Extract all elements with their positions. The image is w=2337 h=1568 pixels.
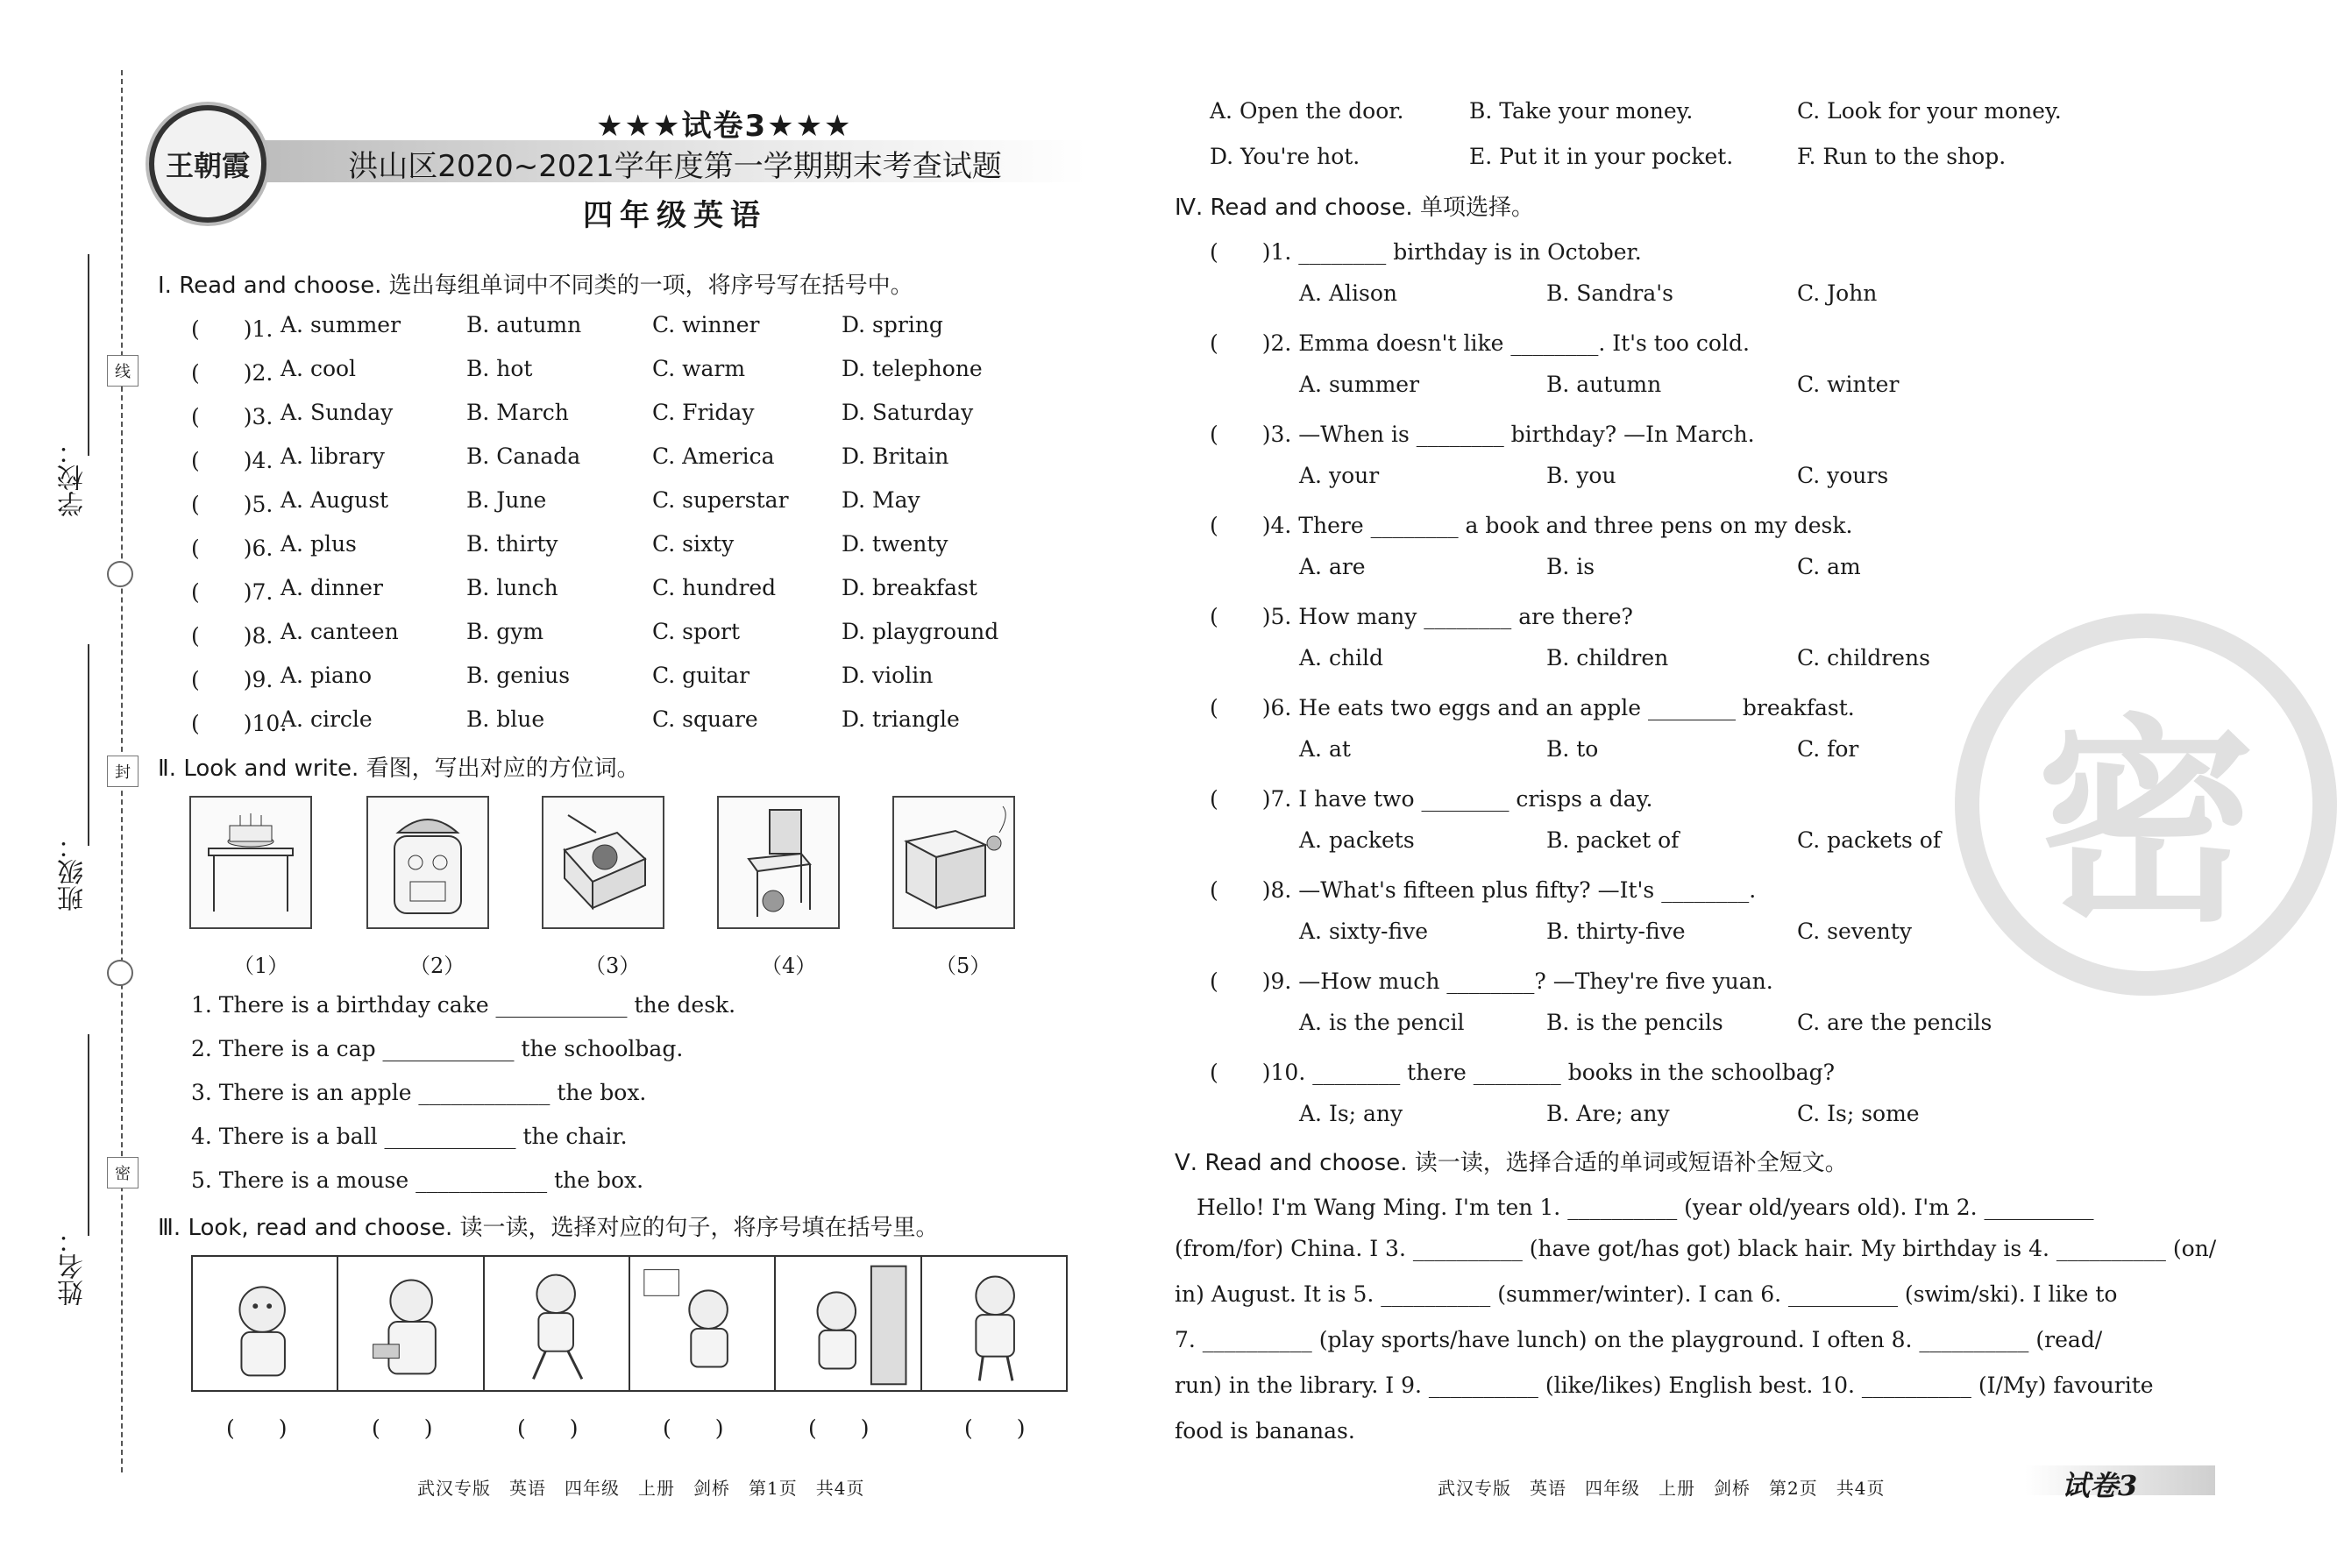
option-d: D. spring	[842, 312, 943, 337]
option-a: A. piano	[281, 663, 373, 688]
mc-option-a: A. summer	[1299, 372, 1420, 397]
option-b: B. Take your money.	[1469, 98, 1694, 124]
option-c: C. sport	[652, 619, 741, 644]
picture-apple-in-box	[542, 796, 664, 929]
mc-option-c: C. for	[1797, 736, 1859, 762]
mc-option-b: B. to	[1546, 736, 1599, 762]
option-a: A. canteen	[281, 619, 399, 644]
footer-right: 武汉专版 英语 四年级 上册 剑桥 第2页 共4页	[1438, 1478, 1886, 1499]
picture-cake-on-desk	[189, 796, 312, 929]
picture-label: （5）	[935, 954, 991, 978]
mc-option-c: C. am	[1797, 554, 1861, 579]
question-number[interactable]: ( )1.	[191, 316, 273, 342]
school-field-line	[88, 254, 89, 456]
picture-strip	[191, 1255, 1068, 1392]
footer-exam-code: 试卷3	[2062, 1469, 2138, 1502]
option-d: D. You're hot.	[1210, 144, 1360, 169]
option-c: C. superstar	[652, 487, 789, 513]
option-d: D. Saturday	[842, 400, 974, 425]
picture-label: （1）	[233, 954, 289, 978]
answer-bracket[interactable]: ( )	[372, 1415, 433, 1441]
passage-line: run) in the library. I 9. __________ (like/likes) English best. 10. __________ (I/My) favourite	[1175, 1373, 2154, 1398]
section5-heading: Ⅴ. Read and choose. 读一读，选择合适的单词或短语补全短文。	[1175, 1150, 1848, 1176]
picture-label: （4）	[761, 954, 817, 978]
mc-question[interactable]: ( )2. Emma doesn't like ________. It's too cold.	[1210, 330, 1750, 356]
option-b: B. thirty	[466, 531, 558, 557]
mc-option-b: B. is the pencils	[1546, 1010, 1723, 1035]
section4-heading: Ⅳ. Read and choose. 单项选择。	[1175, 195, 1534, 221]
mc-option-a: A. Alison	[1299, 280, 1397, 306]
picture-ball-under-chair	[717, 796, 840, 929]
option-c: C. sixty	[652, 531, 735, 557]
option-a: A. plus	[281, 531, 357, 557]
name-field-line	[88, 1034, 89, 1236]
option-c: C. Friday	[652, 400, 755, 425]
section2-heading: Ⅱ. Look and write. 看图，写出对应的方位词。	[158, 756, 640, 782]
option-a: A. dinner	[281, 575, 383, 600]
answer-bracket[interactable]: ( )	[663, 1415, 724, 1441]
exam-title: 洪山区2020~2021学年度第一学期期末考查试题	[348, 149, 1002, 184]
answer-bracket[interactable]: ( )	[808, 1415, 870, 1441]
option-d: D. violin	[842, 663, 934, 688]
picture-mouse-behind-box	[892, 796, 1015, 929]
binding-mark-seal: 封	[107, 756, 139, 787]
question-number[interactable]: ( )5.	[191, 492, 273, 517]
mc-option-a: A. packets	[1299, 827, 1415, 853]
strip-frame-tiger-pocket	[338, 1257, 484, 1390]
question-number[interactable]: ( )3.	[191, 404, 273, 429]
exam-subtitle: 四年级英语	[583, 198, 767, 233]
mc-question[interactable]: ( )6. He eats two eggs and an apple ________ breakfast.	[1210, 695, 1855, 720]
confidential-seal-watermark: 密	[1955, 614, 2337, 996]
class-label: 班级：	[58, 833, 89, 912]
option-c: C. warm	[652, 356, 746, 381]
mc-question[interactable]: ( )7. I have two ________ crisps a day.	[1210, 786, 1653, 812]
option-d: D. twenty	[842, 531, 948, 557]
passage-line: Hello! I'm Wang Ming. I'm ten 1. __________ (year old/years old). I'm 2. __________	[1175, 1195, 2094, 1220]
question-number[interactable]: ( )10.	[191, 711, 288, 736]
picture-label: （3）	[585, 954, 641, 978]
mc-option-a: A. your	[1299, 463, 1380, 488]
question-number[interactable]: ( )2.	[191, 360, 273, 386]
option-c: C. hundred	[652, 575, 777, 600]
fill-sentence: 5. There is a mouse ____________ the box.	[191, 1167, 644, 1193]
fill-sentence: 3. There is an apple ____________ the box.	[191, 1080, 647, 1105]
mc-question[interactable]: ( )10. ________ there ________ books in the schoolbag?	[1210, 1060, 1836, 1085]
option-b: B. June	[466, 487, 547, 513]
option-d: D. breakfast	[842, 575, 977, 600]
mc-option-c: C. childrens	[1797, 645, 1930, 670]
mc-option-a: A. are	[1299, 554, 1366, 579]
option-d: D. playground	[842, 619, 999, 644]
mc-question[interactable]: ( )4. There ________ a book and three pens on my desk.	[1210, 513, 1853, 538]
option-d: D. telephone	[842, 356, 983, 381]
option-a: A. cool	[281, 356, 357, 381]
option-a: A. library	[281, 443, 385, 469]
mc-option-a: A. is the pencil	[1299, 1010, 1465, 1035]
mc-question[interactable]: ( )9. —How much ________? —They're five yuan.	[1210, 968, 1773, 994]
mc-option-b: B. is	[1546, 554, 1595, 579]
mc-option-b: B. Are; any	[1546, 1101, 1670, 1126]
fill-sentence: 4. There is a ball ____________ the chair.	[191, 1124, 628, 1149]
mc-option-c: C. Is; some	[1797, 1101, 1920, 1126]
strip-frame-tiger-running	[485, 1257, 630, 1390]
passage-line: (from/for) China. I 3. __________ (have got/has got) black hair. My birthday is 4. __________ (on/	[1175, 1236, 2217, 1261]
school-label: 学校：	[58, 438, 89, 517]
question-number[interactable]: ( )9.	[191, 667, 273, 692]
fill-sentence: 1. There is a birthday cake ____________ the desk.	[191, 992, 736, 1018]
option-e: E. Put it in your pocket.	[1469, 144, 1734, 169]
answer-bracket[interactable]: ( )	[517, 1415, 579, 1441]
mc-question[interactable]: ( )5. How many ________ are there?	[1210, 604, 1633, 629]
binding-mark-line: 线	[107, 355, 139, 387]
mc-option-c: C. John	[1797, 280, 1878, 306]
binding-mark-secret: 密	[107, 1157, 139, 1188]
option-c: C. winner	[652, 312, 760, 337]
mc-option-b: B. packet of	[1546, 827, 1680, 853]
class-field-line	[88, 644, 89, 846]
option-d: D. Britain	[842, 443, 949, 469]
option-a: A. summer	[281, 312, 401, 337]
option-d: D. May	[842, 487, 920, 513]
option-b: B. genius	[466, 663, 571, 688]
option-b: B. gym	[466, 619, 544, 644]
mc-option-c: C. packets of	[1797, 827, 1942, 853]
mc-question[interactable]: ( )1. ________ birthday is in October.	[1210, 239, 1642, 265]
option-a: A. August	[281, 487, 389, 513]
option-b: B. blue	[466, 706, 545, 732]
mc-option-b: B. autumn	[1546, 372, 1662, 397]
option-b: B. hot	[466, 356, 533, 381]
mc-option-a: A. sixty-five	[1299, 919, 1429, 944]
option-b: B. autumn	[466, 312, 582, 337]
option-c: C. square	[652, 706, 758, 732]
strip-frame-tiger-hot	[922, 1257, 1066, 1390]
passage-line: in) August. It is 5. __________ (summer/winter). I can 6. __________ (swim/ski). I like to	[1175, 1281, 2118, 1307]
picture-label: （2）	[409, 954, 465, 978]
exam-code: ★★★试卷3★★★	[596, 109, 853, 144]
question-number[interactable]: ( )6.	[191, 536, 273, 561]
mc-option-b: B. thirty-five	[1546, 919, 1686, 944]
mc-question[interactable]: ( )8. —What's fifteen plus fifty? —It's ________.	[1210, 877, 1757, 903]
option-a: A. Sunday	[281, 400, 394, 425]
publisher-logo: 王朝霞	[149, 105, 266, 223]
mc-option-c: C. seventy	[1797, 919, 1912, 944]
binding-hole-icon	[107, 960, 133, 986]
section1-heading: Ⅰ. Read and choose. 选出每组单词中不同类的一项，将序号写在括号中。	[158, 273, 913, 299]
option-f: F. Run to the shop.	[1797, 144, 2007, 169]
mc-question[interactable]: ( )3. —When is ________ birthday? —In March.	[1210, 422, 1755, 447]
option-d: D. triangle	[842, 706, 960, 732]
passage-line: food is bananas.	[1175, 1418, 1355, 1444]
mc-option-c: C. winter	[1797, 372, 1900, 397]
question-number[interactable]: ( )8.	[191, 623, 273, 649]
option-a: A. circle	[281, 706, 373, 732]
passage-line: 7. __________ (play sports/have lunch) on the playground. I often 8. __________ (read/	[1175, 1327, 2103, 1352]
picture-cap-on-schoolbag	[366, 796, 489, 929]
option-c: C. America	[652, 443, 775, 469]
mc-option-c: C. are the pencils	[1797, 1010, 1992, 1035]
option-b: B. Canada	[466, 443, 581, 469]
mc-option-a: A. child	[1299, 645, 1384, 670]
option-a: A. Open the door.	[1210, 98, 1404, 124]
section3-heading: Ⅲ. Look, read and choose. 读一读，选择对应的句子，将序号填在括号里。	[158, 1215, 939, 1241]
mc-option-b: B. children	[1546, 645, 1669, 670]
mc-option-c: C. yours	[1797, 463, 1889, 488]
strip-frame-tiger-shop	[630, 1257, 776, 1390]
question-number[interactable]: ( )7.	[191, 579, 273, 605]
mc-option-a: A. at	[1299, 736, 1351, 762]
binding-hole-icon	[107, 561, 133, 587]
question-number[interactable]: ( )4.	[191, 448, 273, 473]
answer-bracket[interactable]: ( )	[964, 1415, 1026, 1441]
name-label: 姓名：	[58, 1227, 89, 1306]
footer-left: 武汉专版 英语 四年级 上册 剑桥 第1页 共4页	[417, 1478, 865, 1499]
option-c: C. Look for your money.	[1797, 98, 2062, 124]
strip-frame-tiger-door	[776, 1257, 921, 1390]
option-c: C. guitar	[652, 663, 750, 688]
mc-option-b: B. you	[1546, 463, 1616, 488]
fill-sentence: 2. There is a cap ____________ the schoolbag.	[191, 1036, 684, 1061]
strip-frame-tiger-thinking	[193, 1257, 338, 1390]
mc-option-b: B. Sandra's	[1546, 280, 1673, 306]
option-b: B. March	[466, 400, 569, 425]
mc-option-a: A. Is; any	[1299, 1101, 1403, 1126]
answer-bracket[interactable]: ( )	[226, 1415, 288, 1441]
option-b: B. lunch	[466, 575, 558, 600]
